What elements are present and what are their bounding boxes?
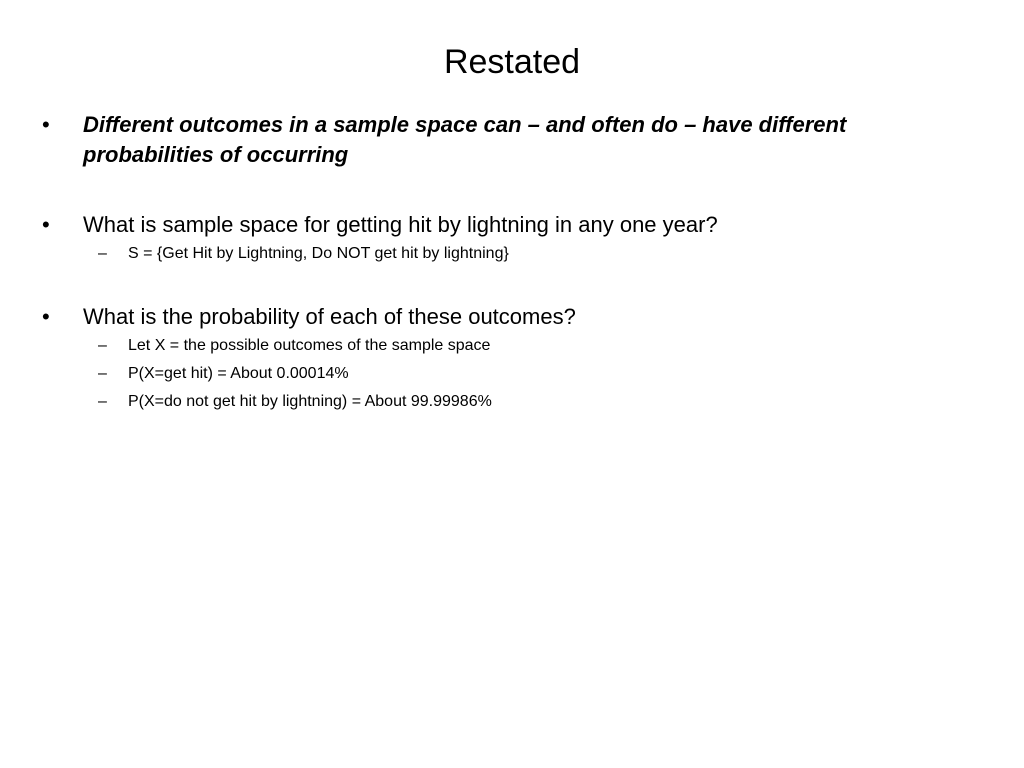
sub-bullet-list — [42, 332, 942, 416]
sub-bullet-text: S = {Get Hit by Lightning, Do NOT get hit by lightning} — [128, 245, 509, 262]
sub-bullet-marker: – — [98, 337, 107, 354]
bullet-text: What is the probability of each of these outcomes? — [83, 304, 576, 329]
bullet-marker: • — [42, 212, 50, 237]
sub-bullet-list — [42, 240, 942, 268]
bullet-item — [42, 110, 942, 170]
slide-title: Restated — [443, 43, 581, 81]
sub-bullet-text: P(X=do not get hit by lightning) = About 99.99986% — [128, 393, 492, 410]
sub-bullet-item — [42, 388, 942, 416]
sub-bullet-marker: – — [98, 245, 107, 262]
bullet-text: What is sample space for getting hit by lightning in any one year? — [83, 212, 718, 237]
bullet-text: Different outcomes in a sample space can – and often do – have different probabilities of occurring — [83, 112, 847, 167]
bullet-marker: • — [42, 304, 50, 329]
sub-bullet-item — [42, 332, 942, 360]
sub-bullet-item — [42, 240, 942, 268]
sub-bullet-item — [42, 360, 942, 388]
bullet-marker: • — [42, 112, 50, 137]
sub-bullet-text: P(X=get hit) = About 0.00014% — [128, 365, 349, 382]
slide-content — [42, 110, 942, 416]
bullet-item — [42, 210, 942, 240]
sub-bullet-text: Let X = the possible outcomes of the sample space — [128, 337, 491, 354]
bullet-item — [42, 302, 942, 332]
sub-bullet-marker: – — [98, 365, 107, 382]
sub-bullet-marker: – — [98, 393, 107, 410]
